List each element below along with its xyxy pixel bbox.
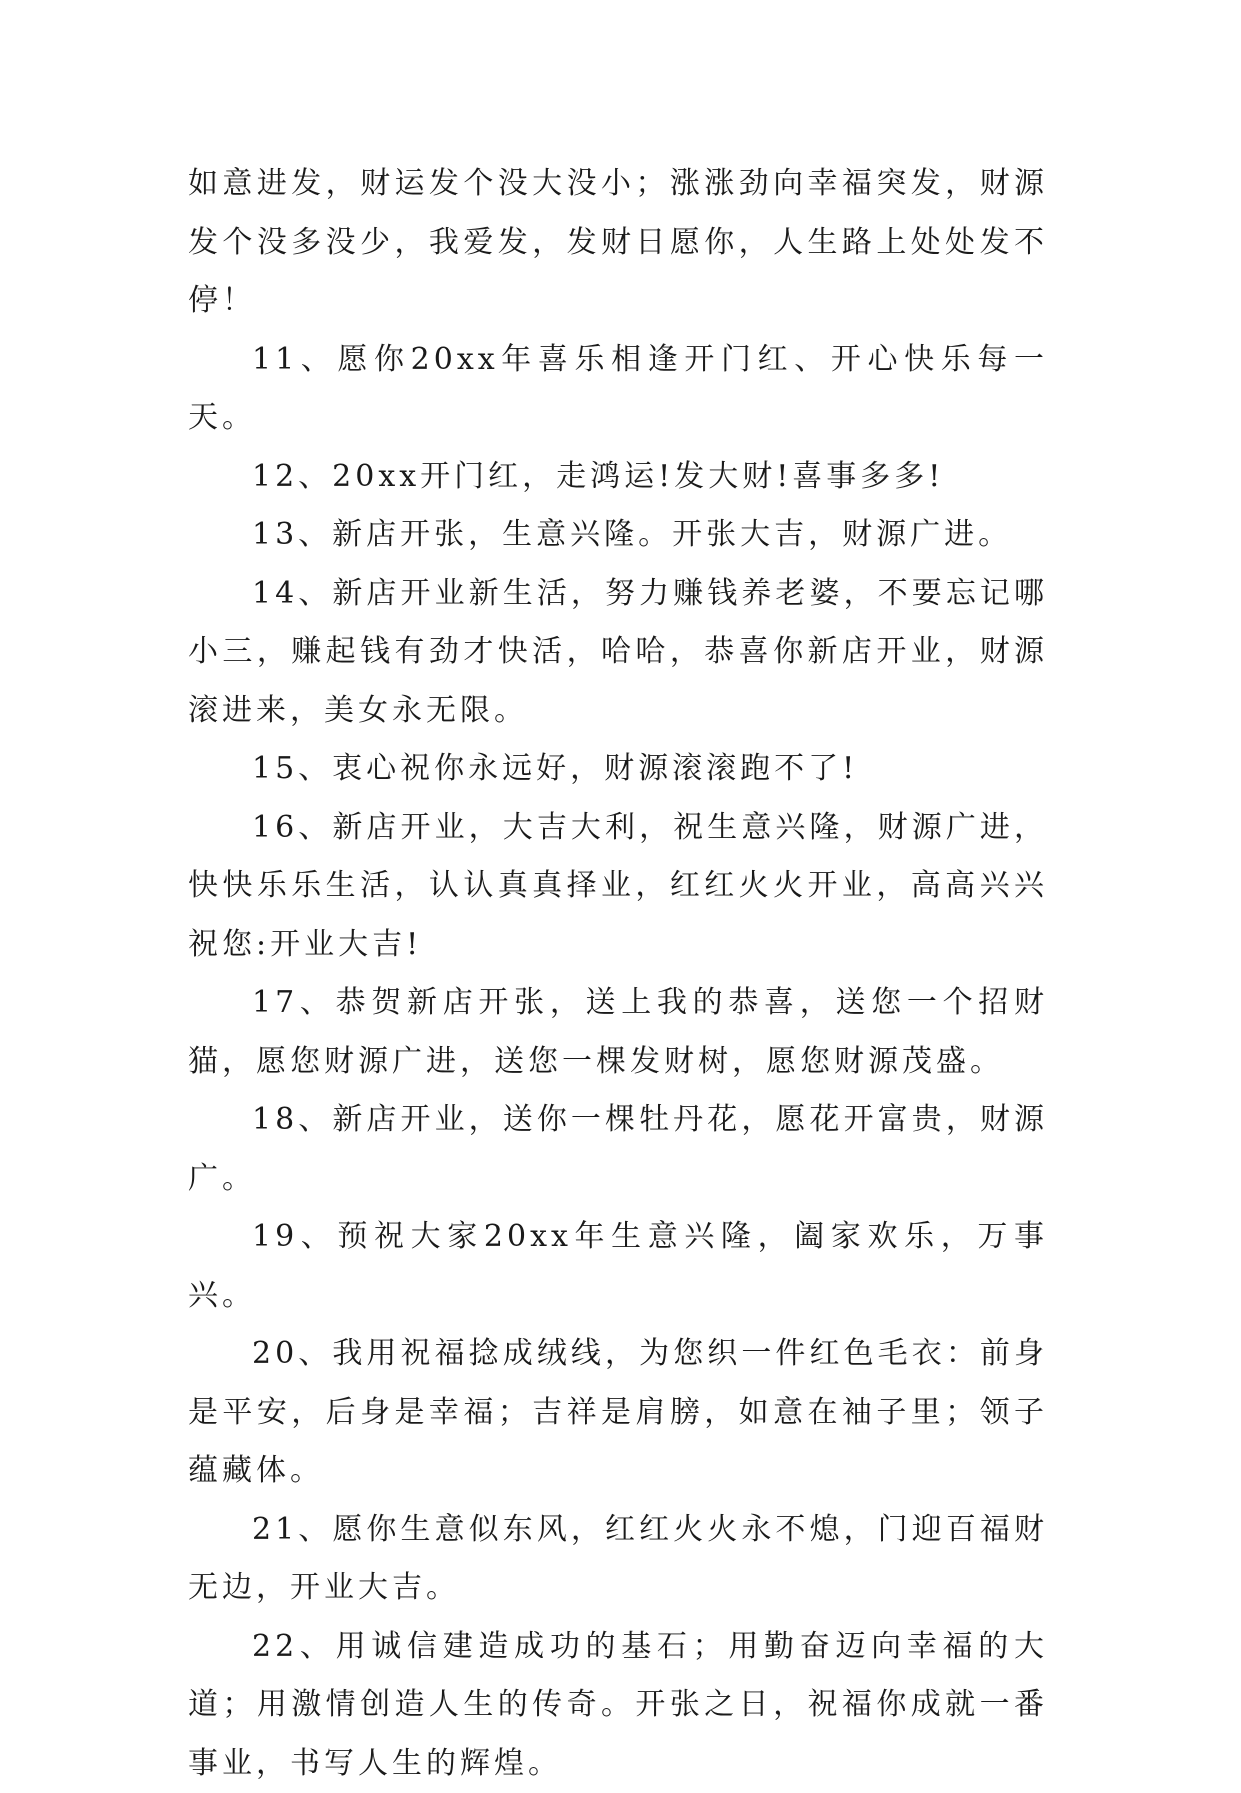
paragraph-item-16: 16、新店开业，大吉大利，祝生意兴隆，财源广进，快快乐乐生活，认认真真择业，红红火火开业，高高兴兴祝您:开业大吉! (188, 799, 1048, 975)
paragraph-item-18: 18、新店开业，送你一棵牡丹花，愿花开富贵，财源广。 (188, 1091, 1048, 1208)
paragraph-continuation: 如意进发，财运发个没大没小；涨涨劲向幸福突发，财源发个没多没少，我爱发，发财日愿你，人生路上处处发不停！ (188, 155, 1048, 331)
paragraph-item-14: 14、新店开业新生活，努力赚钱养老婆，不要忘记哪小三，赚起钱有劲才快活，哈哈，恭喜你新店开业，财源滚进来，美女永无限。 (188, 565, 1048, 741)
paragraph-item-20: 20、我用祝福捻成绒线，为您织一件红色毛衣：前身是平安，后身是幸福；吉祥是肩膀，如意在袖子里；领子蕴藏体。 (188, 1325, 1048, 1501)
paragraph-item-15: 15、衷心祝你永远好，财源滚滚跑不了! (188, 740, 1048, 799)
paragraph-item-13: 13、新店开张，生意兴隆。开张大吉，财源广进。 (188, 506, 1048, 565)
document-body (188, 155, 1048, 1793)
paragraph-item-11: 11、愿你20xx年喜乐相逢开门红、开心快乐每一天。 (188, 331, 1048, 448)
paragraph-item-19: 19、预祝大家20xx年生意兴隆，阖家欢乐，万事兴。 (188, 1208, 1048, 1325)
paragraph-item-21: 21、愿你生意似东风，红红火火永不熄，门迎百福财无边，开业大吉。 (188, 1501, 1048, 1618)
paragraph-item-12: 12、20xx开门红，走鸿运!发大财!喜事多多! (188, 448, 1048, 507)
paragraph-item-17: 17、恭贺新店开张，送上我的恭喜，送您一个招财猫，愿您财源广进，送您一棵发财树，愿您财源茂盛。 (188, 974, 1048, 1091)
paragraph-item-22: 22、用诚信建造成功的基石；用勤奋迈向幸福的大道；用激情创造人生的传奇。开张之日，祝福你成就一番事业，书写人生的辉煌。 (188, 1618, 1048, 1793)
